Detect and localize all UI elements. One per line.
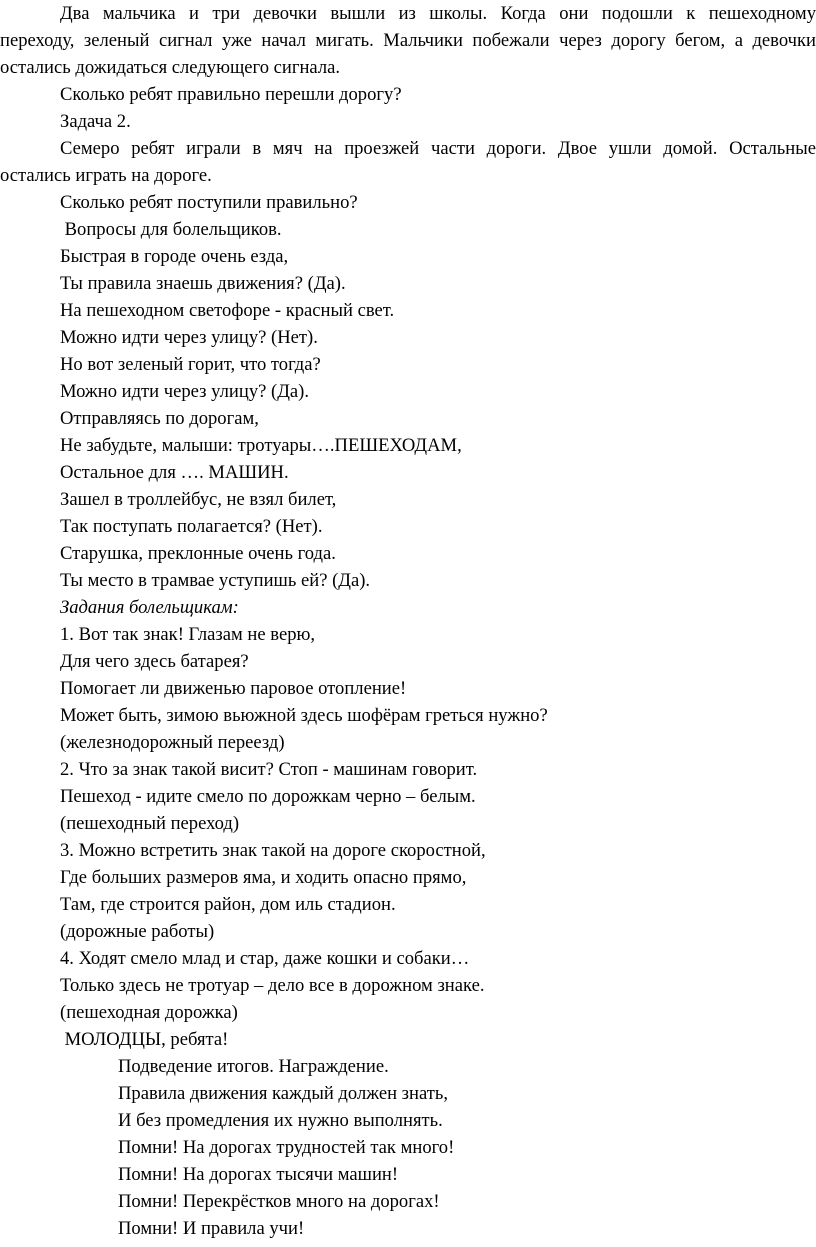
- text-line: Подведение итогов. Награждение.: [118, 1056, 389, 1077]
- text-line: Но вот зеленый горит, что тогда?: [60, 354, 321, 375]
- text-line: Старушка, преклонные очень года.: [60, 543, 336, 564]
- text-line: Можно идти через улицу? (Да).: [60, 381, 309, 402]
- text-line: Там, где строится район, дом иль стадион.: [60, 894, 396, 915]
- text-line: Отправляясь по дорогам,: [60, 408, 259, 429]
- text-line: Ты правила знаешь движения? (Да).: [60, 273, 346, 294]
- text-line: 2. Что за знак такой висит? Стоп - машинам говорит.: [60, 759, 478, 780]
- task-heading: Задача 2.: [60, 111, 131, 132]
- text-line: Пешеход - идите смело по дорожкам черно – белым.: [60, 786, 476, 807]
- text-line: 4. Ходят смело млад и стар, даже кошки и собаки…: [60, 948, 470, 969]
- text-line: Не забудьте, малыши: тротуары….ПЕШЕХОДАМ,: [60, 435, 462, 456]
- text-line: Для чего здесь батарея?: [60, 651, 249, 672]
- answer-line: (дорожные работы): [60, 921, 215, 942]
- text-line: Помни! На дорогах трудностей так много!: [118, 1137, 455, 1158]
- text-line: МОЛОДЦЫ, ребята!: [60, 1029, 229, 1050]
- text-line: Семеро ребят играли в мяч на проезжей части дороги. Двое ушли домой. Остальные: [60, 138, 816, 159]
- text-line: 1. Вот так знак! Глазам не верю,: [60, 624, 316, 645]
- text-line: Зашел в троллейбус, не взял билет,: [60, 489, 337, 510]
- section-heading-italic: Задания болельщикам:: [60, 597, 239, 618]
- text-line: остались играть на дороге.: [0, 165, 212, 186]
- text-line: Может быть, зимою вьюжной здесь шофёрам греться нужно?: [60, 705, 548, 726]
- text-line: Где больших размеров яма, и ходить опасно прямо,: [60, 867, 467, 888]
- text-line: Сколько ребят правильно перешли дорогу?: [60, 84, 402, 105]
- text-line: остались дожидаться следующего сигнала.: [0, 57, 341, 78]
- text-line: Помогает ли движенью паровое отопление!: [60, 678, 407, 699]
- text-line: Можно идти через улицу? (Нет).: [60, 327, 318, 348]
- text-line: Помни! На дорогах тысячи машин!: [118, 1164, 399, 1185]
- text-line: Только здесь не тротуар – дело все в дорожном знаке.: [60, 975, 485, 996]
- answer-line: (пешеходный переход): [60, 813, 240, 834]
- text-line: Правила движения каждый должен знать,: [118, 1083, 449, 1104]
- text-line: Помни! И правила учи!: [118, 1218, 305, 1239]
- text-line: переходу, зеленый сигнал уже начал мигать. Мальчики побежали через дорогу бегом, а девочки: [0, 30, 816, 51]
- text-line: Остальное для …. МАШИН.: [60, 462, 289, 483]
- text-line: Так поступать полагается? (Нет).: [60, 516, 323, 537]
- text-line: На пешеходном светофоре - красный свет.: [60, 300, 395, 321]
- section-heading: Вопросы для болельщиков.: [60, 219, 282, 240]
- text-line: Быстрая в городе очень езда,: [60, 246, 289, 267]
- answer-line: (пешеходная дорожка): [60, 1002, 238, 1023]
- text-line: Два мальчика и три девочки вышли из школы. Когда они подошли к пешеходному: [60, 3, 816, 24]
- answer-line: (железнодорожный переезд): [60, 732, 285, 753]
- text-line: Ты место в трамвае уступишь ей? (Да).: [60, 570, 371, 591]
- text-line: И без промедления их нужно выполнять.: [118, 1110, 443, 1131]
- text-line: Помни! Перекрёстков много на дорогах!: [118, 1191, 440, 1212]
- text-line: Сколько ребят поступили правильно?: [60, 192, 358, 213]
- text-line: 3. Можно встретить знак такой на дороге скоростной,: [60, 840, 486, 861]
